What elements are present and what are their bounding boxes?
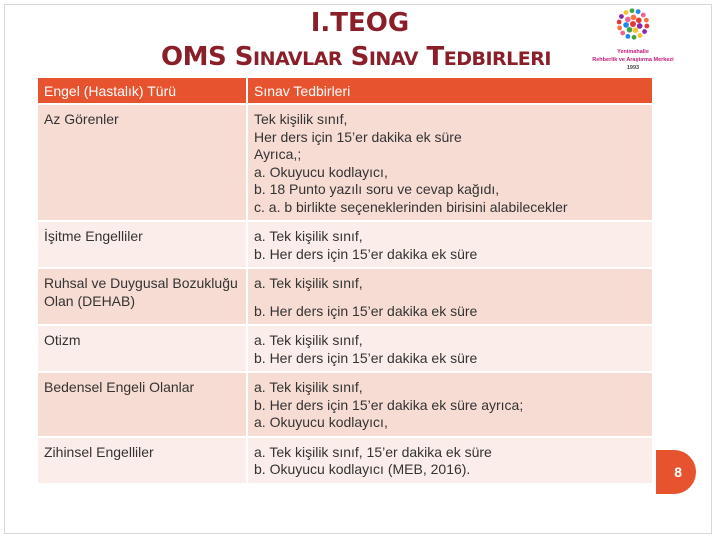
- logo-dot: [631, 15, 637, 21]
- logo-dot: [623, 22, 629, 28]
- measures-cell: [247, 325, 653, 372]
- disability-type-cell: İşitme Engelliler: [38, 221, 247, 268]
- logo-dot: [624, 10, 629, 15]
- logo-dot: [633, 27, 639, 33]
- disability-type-cell: Bedensel Engeli Olanlar: [38, 372, 247, 437]
- measure-line: Tek kişilik sınıf,: [254, 111, 348, 127]
- logo-dot: [636, 17, 642, 23]
- measures-cell: [247, 104, 653, 221]
- logo-dot: [625, 34, 630, 39]
- logo-dot: [619, 14, 624, 19]
- logo-dot: [627, 27, 633, 33]
- disability-type-cell: Ruhsal ve Duygusal Bozukluğu Olan (DEHAB): [38, 268, 247, 325]
- table-row: [38, 221, 653, 268]
- logo-dot: [636, 9, 641, 14]
- logo-dot: [617, 25, 622, 30]
- disability-type-cell: Az Görenler: [38, 104, 247, 221]
- measures-cell: [247, 372, 653, 437]
- measures-cell: [247, 437, 653, 483]
- table-header-row: [38, 78, 653, 104]
- header-disability-type: Engel (Hastalık) Türü: [38, 78, 247, 104]
- logo-dot: [641, 13, 646, 18]
- measure-line: Her ders için 15’er dakika ek süre: [254, 128, 462, 145]
- measure-line: a. Tek kişilik sınıf,: [254, 332, 363, 348]
- table-row: [38, 268, 653, 325]
- logo-dot: [644, 24, 649, 29]
- logo-dot: [642, 29, 647, 34]
- logo-dot: [637, 23, 643, 29]
- slide-title-line2: OMS SINAVLAR SINAV TEDBIRLERI: [161, 42, 551, 72]
- measure-line: Ayrıca,;: [254, 146, 302, 162]
- table-row: [38, 325, 653, 372]
- measure-line: a. Tek kişilik sınıf, 15’er dakika ek süre: [254, 443, 492, 460]
- logo-dot: [617, 20, 622, 25]
- table-row: [38, 104, 653, 221]
- measures-cell: [247, 221, 653, 268]
- logo-dot: [638, 33, 643, 38]
- logo-line3: 1993: [626, 65, 640, 71]
- measure-line: b. Her ders için 15’er dakika ek süre: [254, 302, 478, 319]
- table-row: [38, 437, 653, 483]
- measure-line: b. Her ders için 15’er dakika ek süre ayrıca;: [254, 396, 524, 413]
- logo-dot: [632, 35, 637, 40]
- logo-dot: [630, 8, 635, 13]
- measure-line: a. Okuyucu kodlayıcı,: [254, 414, 388, 430]
- measure-line: a. Tek kişilik sınıf,: [254, 379, 363, 395]
- logo-dot: [644, 18, 649, 23]
- logo-dot: [625, 17, 631, 23]
- measure-line: c. a. b birlikte seçeneklerinden birisini alabilecekler: [254, 198, 568, 215]
- measure-line: b. Okuyucu kodlayıcı (MEB, 2016).: [254, 461, 471, 477]
- measure-line: a. Tek kişilik sınıf,: [254, 275, 363, 291]
- measure-line: a. Tek kişilik sınıf,: [254, 228, 363, 244]
- logo-line2: Rehberlik ve Araştırma Merkezi: [592, 57, 674, 63]
- logo-dot: [630, 21, 636, 27]
- measure-line: b. 18 Punto yazılı soru ve cevap kağıdı,: [254, 181, 500, 197]
- logo-line1: Yenimahalle: [617, 49, 649, 55]
- measure-line: b. Her ders için 15’er dakika ek süre: [254, 349, 478, 366]
- table-row: [38, 372, 653, 437]
- exam-measures-table: [38, 78, 654, 483]
- measures-cell: [247, 268, 653, 325]
- slide-title-line1: I.TEOG: [310, 8, 410, 38]
- measure-line: a. Okuyucu kodlayıcı,: [254, 163, 388, 180]
- measure-line: b. Her ders için 15’er dakika ek süre: [254, 245, 478, 262]
- logo-dot: [620, 31, 625, 36]
- disability-type-cell: Otizm: [38, 325, 247, 372]
- disability-type-cell: Zihinsel Engelliler: [38, 437, 247, 483]
- page-number-badge: 8: [656, 450, 696, 494]
- header-exam-measures: Sınav Tedbirleri: [247, 78, 653, 104]
